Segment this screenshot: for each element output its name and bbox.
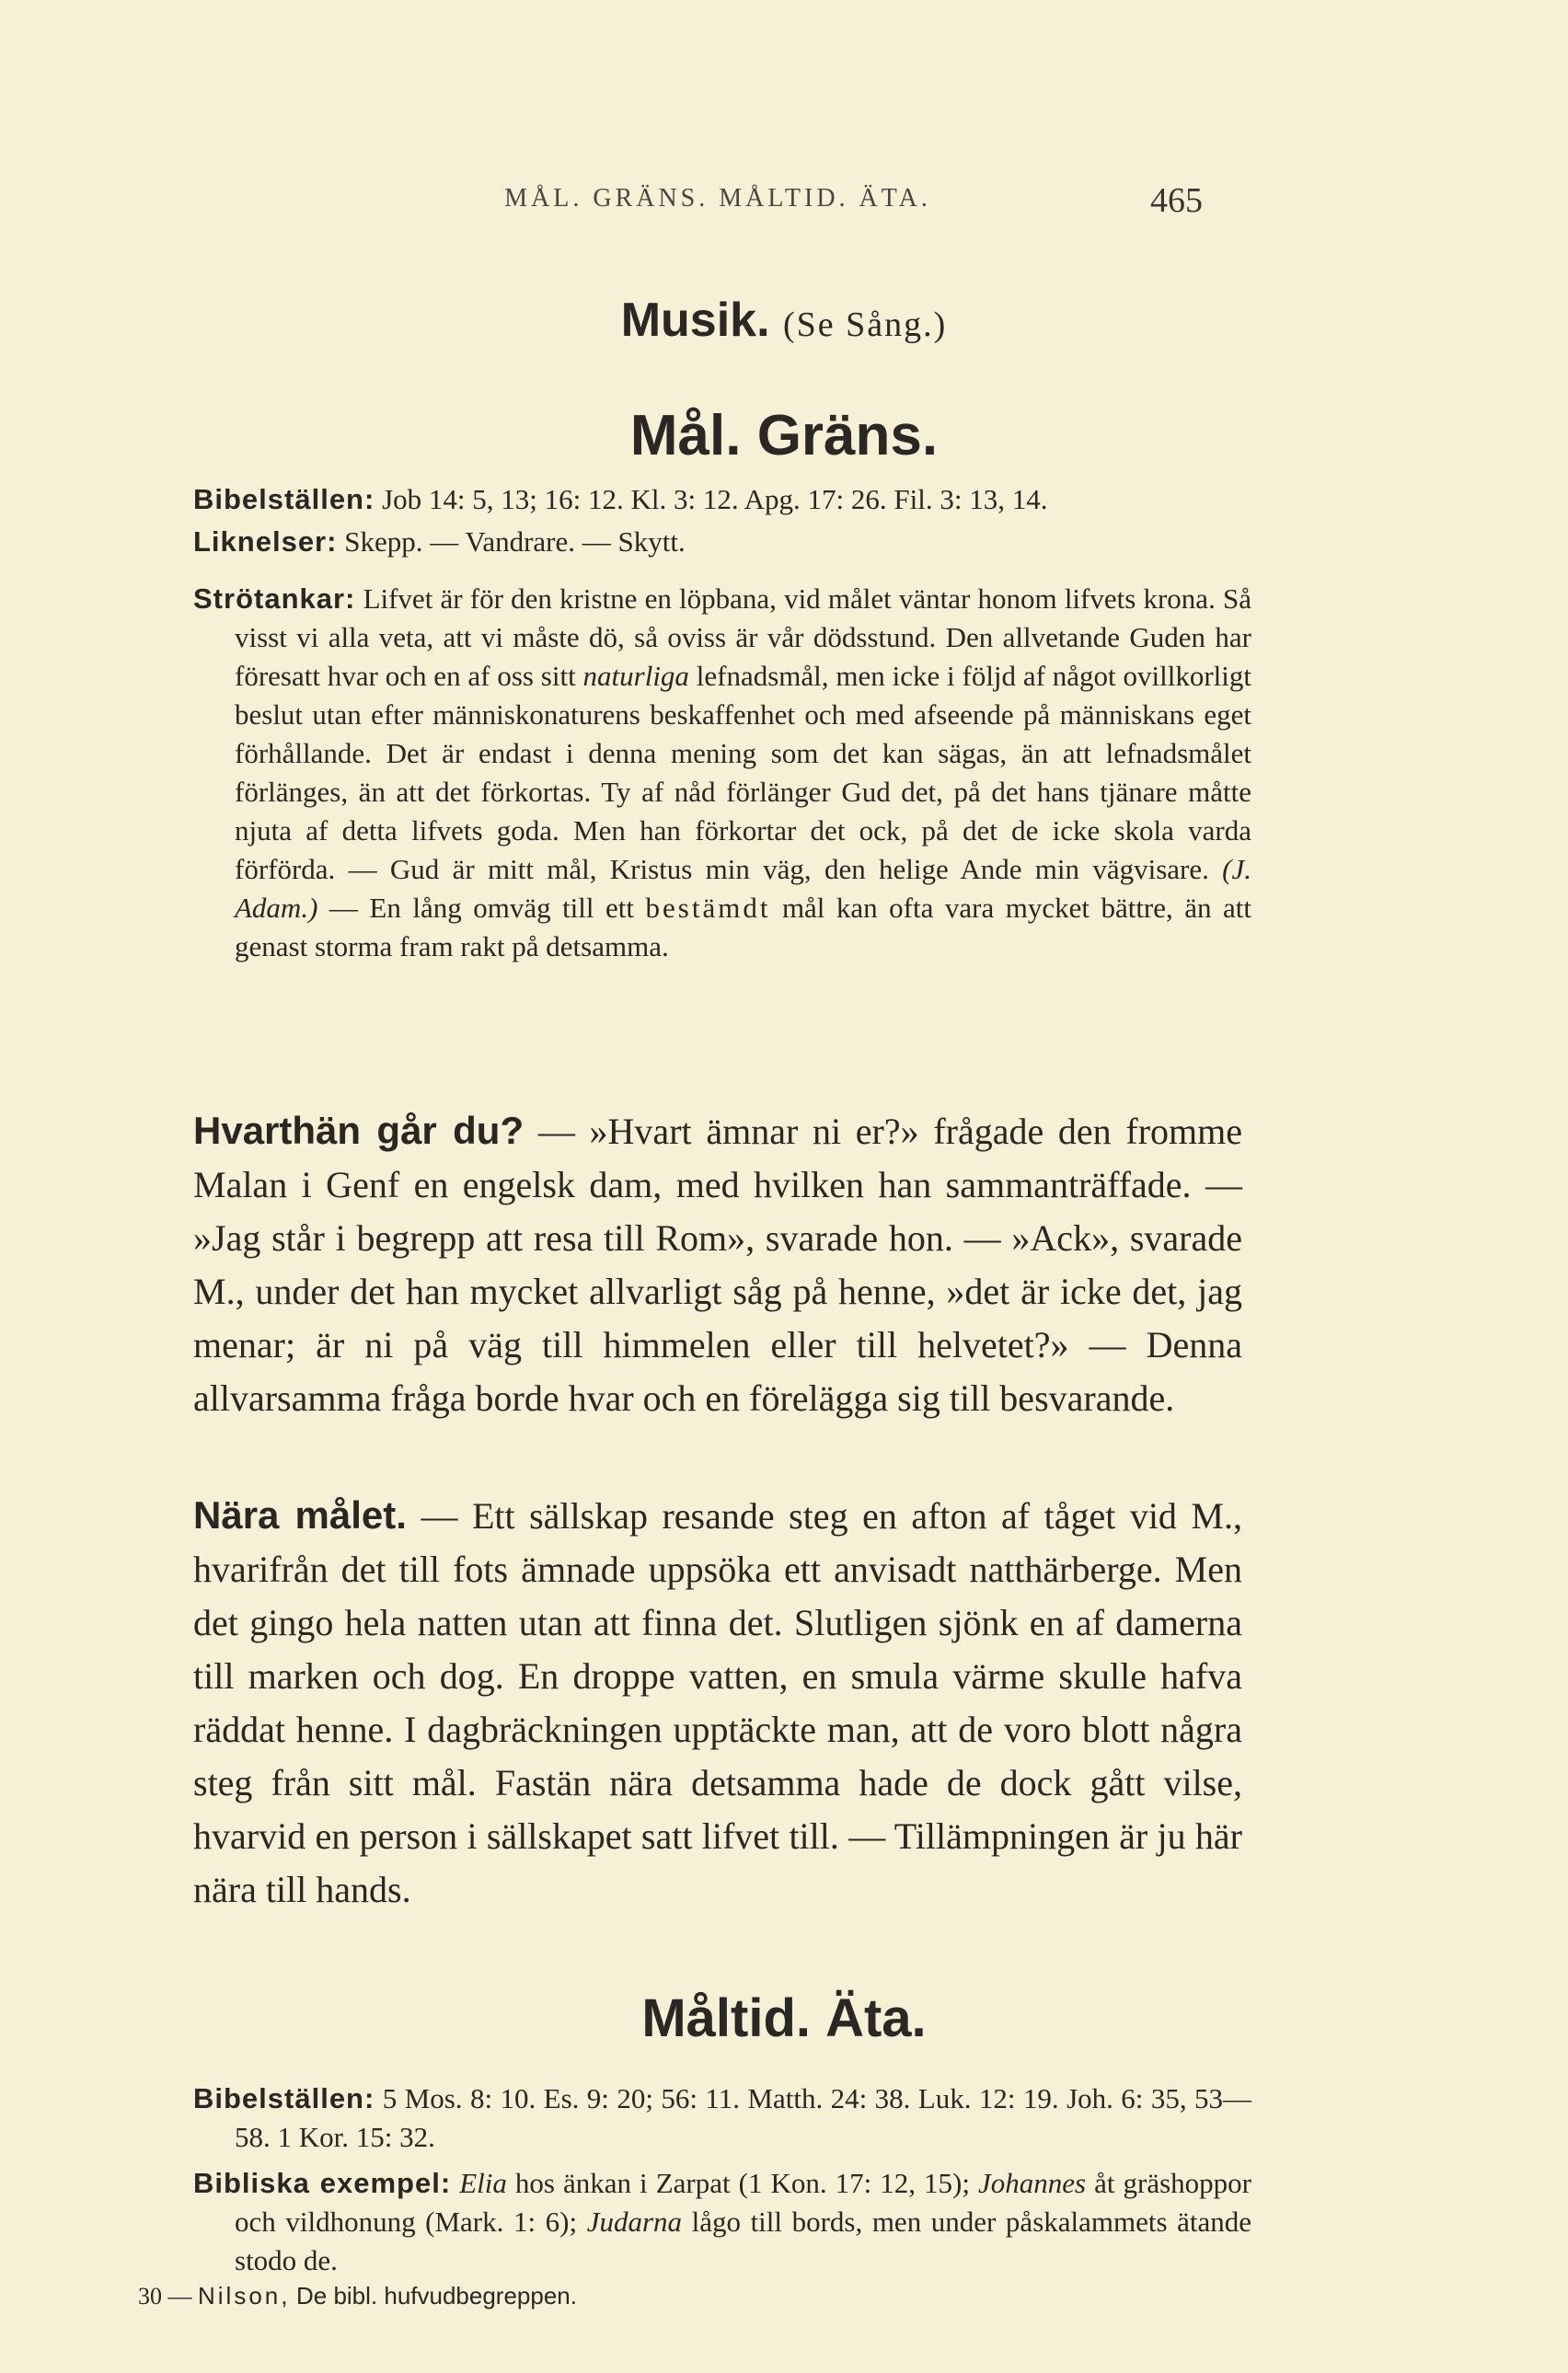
hvarthan-label: Hvarthän går du? — [193, 1109, 525, 1152]
heading-musik-title: Musik. — [620, 294, 770, 347]
footer-dash: — — [167, 2283, 192, 2310]
mal-strotankar-label: Strötankar: — [193, 582, 356, 615]
mal-strotankar — [193, 580, 1251, 966]
footer-title: De bibl. hufvudbegreppen. — [295, 2282, 577, 2310]
maltid-exempel-name-3: Judarna — [586, 2206, 683, 2238]
maltid-exempel-text-3: lågo till bords, men under påskalammets ätande stodo de. — [235, 2206, 1252, 2276]
mal-bibelstallen-label: Bibelställen: — [193, 483, 375, 515]
heading-maltid-ata: Måltid. Äta. — [641, 1988, 927, 2048]
running-head-title: MÅL. GRÄNS. MÅLTID. ÄTA. — [504, 184, 931, 213]
nara-paragraph — [193, 1489, 1242, 1917]
maltid-bibelstallen-text: 5 Mos. 8: 10. Es. 9: 20; 56: 11. Matth. 24: 38. Luk. 12: 19. Joh. 6: 35, 53—58. 1 Kor. 15: 32. — [235, 2082, 1251, 2153]
mal-strotankar-citation: (J. Adam.) — [235, 853, 1252, 924]
mal-strotankar-emphasis: naturliga — [582, 660, 689, 692]
maltid-bibelstallen-label: Bibelställen: — [193, 2082, 375, 2114]
mal-strotankar-text-4: mål kan ofta vara mycket bättre, än att genast storma fram rakt på detsamma. — [235, 892, 1252, 962]
footer-author: Nilson, — [198, 2282, 291, 2310]
maltid-exempel-text-1: hos änkan i Zarpat (1 Kon. 17: 12, 15); — [514, 2167, 970, 2199]
mal-strotankar-text-1: Lifvet är för den kristne en löpbana, vid målet väntar honom lifvets krona. Så visst vi alla veta, att vi måste dö, så oviss är vår dödsstund. Den allvetande Guden har föresatt hvar och en af oss sitt — [235, 582, 1251, 692]
mal-liknelser-text: Skepp. — Vandrare. — Skytt. — [344, 525, 686, 558]
heading-mal-grans: Mål. Gräns. — [629, 404, 939, 467]
mal-liknelser — [193, 523, 1242, 561]
maltid-exempel — [193, 2164, 1251, 2280]
mal-bibelstallen-text: Job 14: 5, 13; 16: 12. Kl. 3: 12. Apg. 17: 26. Fil. 3: 13, 14. — [382, 483, 1048, 515]
nara-label: Nära målet. — [193, 1493, 407, 1537]
maltid-exempel-text-2: åt gräshoppor och vildhonung (Mark. 1: 6); — [235, 2167, 1252, 2238]
mal-liknelser-label: Liknelser: — [193, 525, 338, 558]
page-footer — [138, 2282, 577, 2310]
page-number: 465 — [1150, 181, 1203, 220]
mal-bibelstallen — [193, 480, 1270, 519]
maltid-bibelstallen — [193, 2079, 1251, 2157]
hvarthan-paragraph — [193, 1104, 1242, 1425]
heading-musik-ref: (Se Sång.) — [782, 305, 948, 344]
hvarthan-text: — »Hvart ämnar ni er?» frågade den fromme Malan i Genf en engelsk dam, med hvilken han sammanträffade. — »Jag står i begrepp att resa till Rom», svarade hon. — »Ack», svarade M., under det han mycket allvarligt såg på henne, »det är icke det, jag menar; är ni på väg till himmelen eller till helvetet?» — Denna allvarsamma fråga borde hvar och en förelägga sig till besvarande. — [193, 1111, 1243, 1419]
mal-strotankar-spaced: bestämdt — [645, 892, 771, 924]
footer-sheet-number: 30 — [138, 2283, 162, 2310]
mal-strotankar-text-2: lefnadsmål, men icke i följd af något ovillkorligt beslut utan efter människonaturens beskaffenhet och med afseende på människans eget förhållande. Det är endast i denna mening som det kan sägas, än att lefnadsmålet förlänges, än att det förkortas. Ty af nåd förlänger Gud det, på det hans tjänare måtte njuta af detta lifvets goda. Men han förkortar det ock, på det de icke skola varda förförda. — Gud är mitt mål, Kristus min väg, den helige Ande min vägvisare. — [235, 660, 1252, 885]
heading-musik — [0, 293, 1568, 348]
maltid-exempel-name-2: Johannes — [978, 2167, 1087, 2199]
maltid-exempel-label: Bibliska exempel: — [193, 2167, 452, 2199]
maltid-exempel-name-1: Elia — [459, 2167, 507, 2199]
nara-text: — Ett sällskap resande steg en afton af tåget vid M., hvarifrån det till fots ämnade uppsöka ett anvisadt natthärberge. Men det gingo hela natten utan att finna det. Slutligen sjönk en af damerna till marken och dog. En droppe vatten, en smula värme skulle hafva räddat henne. I dagbräckningen upptäckte man, att de voro blott några steg från sitt mål. Fastän nära detsamma hade de dock gått vilse, hvarvid en person i sällskapet satt lifvet till. — Tillämpningen är ju här nära till hands. — [193, 1495, 1242, 1910]
mal-strotankar-text-3: — En lång omväg till ett — [329, 892, 635, 924]
